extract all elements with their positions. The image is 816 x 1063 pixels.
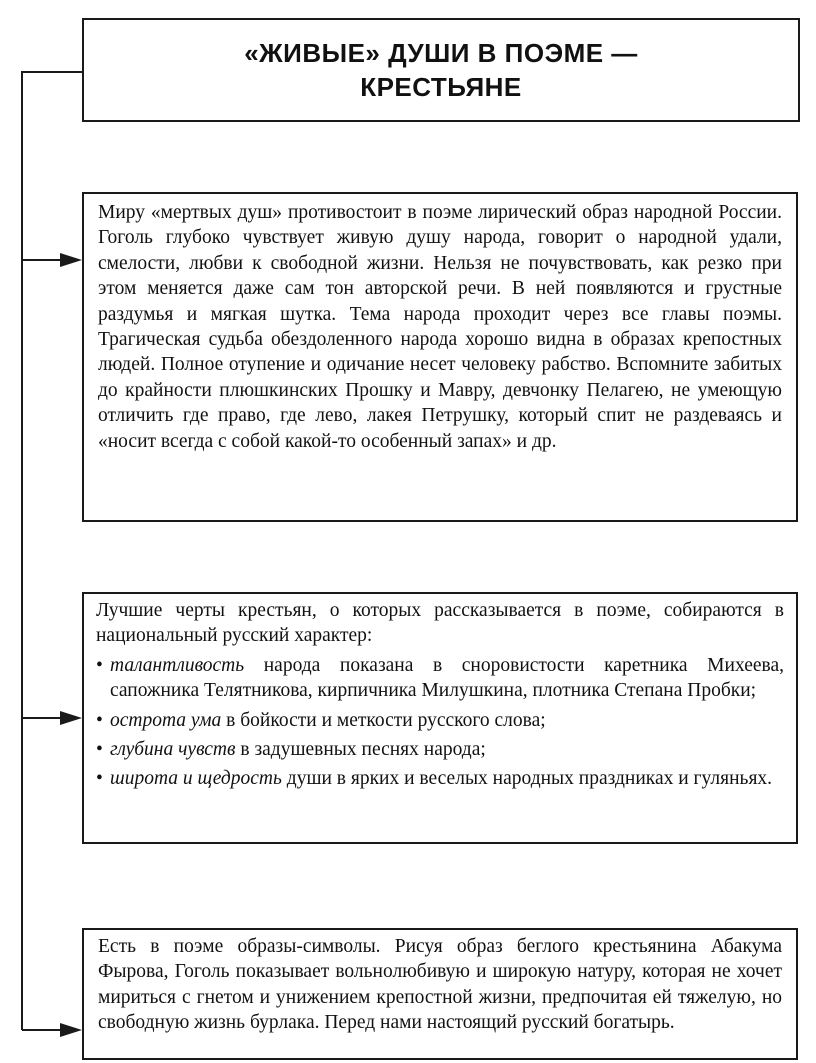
trait-term: острота ума — [110, 709, 222, 731]
trait-text: души в ярких и веселых народных праздниках и гуляньях. — [281, 768, 773, 790]
symbol-images-block — [82, 928, 798, 1060]
trait-term: широта и щедрость — [110, 768, 282, 790]
peasant-traits-block — [82, 592, 798, 844]
bullet-icon: • — [96, 654, 103, 676]
list-item — [96, 708, 784, 733]
trait-text: народа показана в сноровистости каретника Михеева, сапожника Телятникова, кирпичника Милушкина, плотника Степана Пробки; — [110, 654, 784, 702]
trait-text: в задушевных песнях народа; — [235, 739, 486, 761]
block3-text: Есть в поэме образы-символы. Рисуя образ беглого крестьянина Абакума Фырова, Гоголь показывает вольнолюбивую и широкую натуру, которая не хочет мириться с гнетом и унижением крепостной жизни, предпочитая ей тяжелую, но свободную жизнь бурлака. Перед нами настоящий русский богатырь. — [98, 936, 782, 1034]
title-box — [82, 18, 800, 122]
traits-list — [96, 653, 784, 792]
arrow-head-1 — [60, 253, 82, 267]
block1-text: Миру «мертвых душ» противостоит в поэме лирический образ народной России. Гоголь глубоко чувствует живую душу народа, говорит о народной удали, смелости, любви к свободной жизни. Нельзя не почувствовать, как резко при этом меняется даже сам тон авторской речи. В ней появляются и грустные раздумья и мягкая шутка. Тема народа проходит через все главы поэмы. Трагическая судьба обездоленного народа хорошо видна в образах крепостных людей. Полное отупение и одичание несет человеку рабство. Вспомните забитых до крайности плюшкинских Прошку и Мавру, девчонку Пелагею, не умеющую отличить где право, где лево, лакея Петрушку, который спит не раздеваясь и «носит всегда с собой какой-то особенный запах» и др. — [98, 202, 782, 452]
block2-intro: Лучшие черты крестьян, о которых рассказывается в поэме, собираются в национальный русский характер: — [96, 600, 784, 647]
dead-souls-contrast-block — [82, 192, 798, 522]
list-item — [96, 653, 784, 704]
bullet-icon: • — [96, 739, 103, 761]
bullet-icon: • — [96, 768, 103, 790]
list-item — [96, 766, 784, 791]
arrow-head-3 — [60, 1023, 82, 1037]
trait-term: глубина чувств — [110, 739, 236, 761]
bullet-icon: • — [96, 709, 103, 731]
list-item — [96, 737, 784, 762]
title-line-2: КРЕСТЬЯНЕ — [360, 72, 522, 102]
trait-term: талантливость — [110, 654, 245, 676]
title-line-1: «ЖИВЫЕ» ДУШИ В ПОЭМЕ — — [244, 38, 638, 68]
trait-text: в бойкости и меткости русского слова; — [221, 709, 546, 731]
arrow-head-2 — [60, 711, 82, 725]
